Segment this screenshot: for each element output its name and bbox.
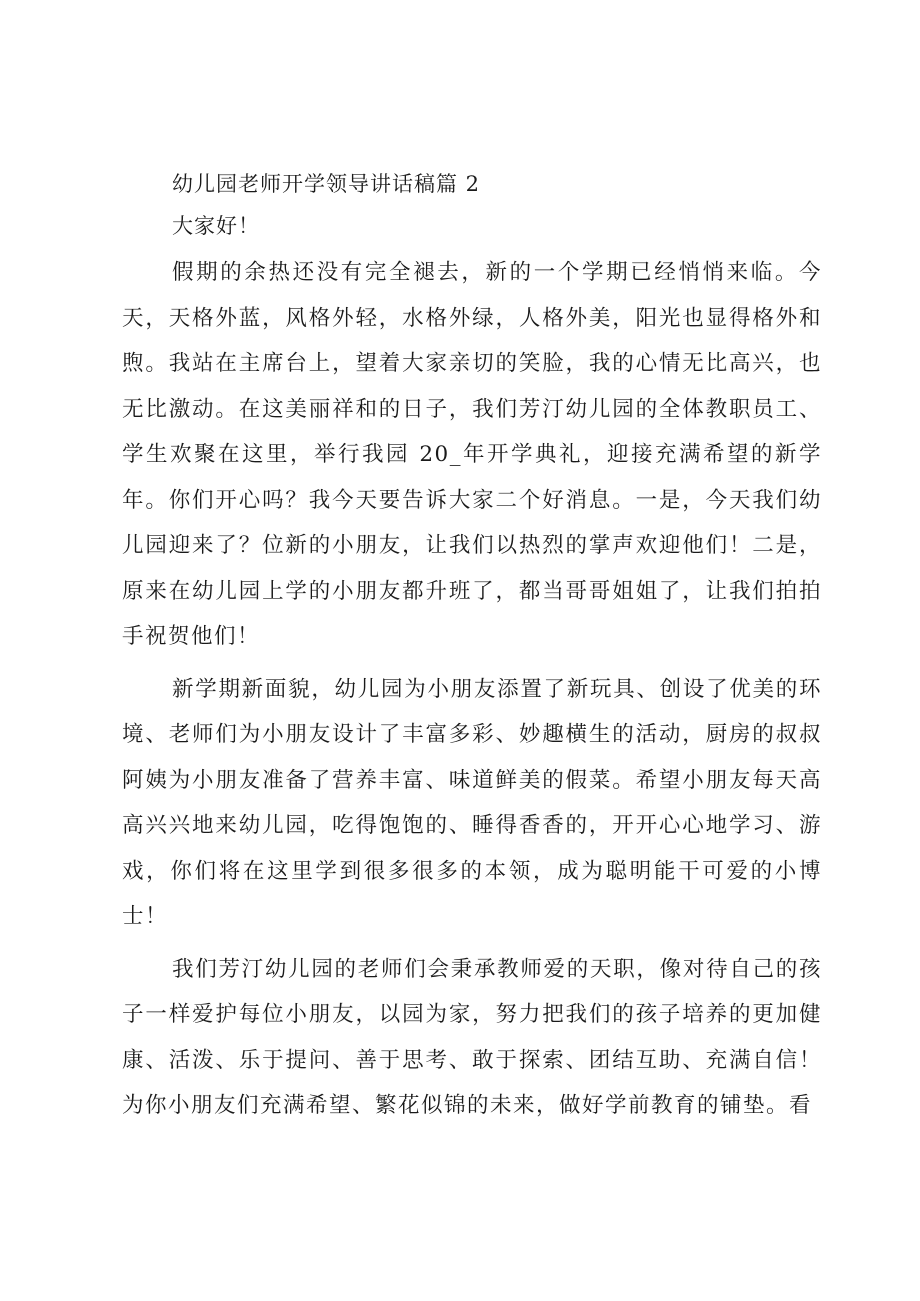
document-body <box>122 166 822 1129</box>
greeting-line: 大家好！ <box>172 214 260 238</box>
paragraph-2: 新学期新面貌，幼儿园为小朋友添置了新玩具、创设了优美的环境、老师们为小朋友设计了丰富多彩、妙趣横生的活动，厨房的叔叔阿姨为小朋友准备了营养丰富、味道鲜美的假菜。希望小朋友每天高高兴兴地来幼儿园，吃得饱饱的、睡得香香的，开开心心地学习、游戏，你们将在这里学到很多很多的本领，成为聪明能干可爱的小博士！ <box>122 676 822 929</box>
document-title: 幼儿园老师开学领导讲话稿篇 2 <box>172 172 481 196</box>
paragraph-1: 假期的余热还没有完全褪去，新的一个学期已经悄悄来临。今天，天格外蓝，风格外轻，水格外绿，人格外美，阳光也显得格外和煦。我站在主席台上，望着大家亲切的笑脸，我的心情无比高兴，也无比激动。在这美丽祥和的日子，我们芳汀幼儿园的全体教职员工、学生欢聚在这里，举行我园 20_年开学典礼，迎接充满希望的新学年。你们开心吗？我今天要告诉大家二个好消息。一是，今天我们幼儿园迎来了？位新的小朋友，让我们以热烈的掌声欢迎他们！二是，原来在幼儿园上学的小朋友都升班了，都当哥哥姐姐了，让我们拍拍手祝贺他们！ <box>122 260 822 649</box>
paragraph-3: 我们芳汀幼儿园的老师们会秉承教师爱的天职，像对待自己的孩子一样爱护每位小朋友，以园为家，努力把我们的孩子培养的更加健康、活泼、乐于提问、善于思考、敢于探索、团结互助、充满自信！为你小朋友们充满希望、繁花似锦的未来，做好学前教育的铺垫。看 <box>122 956 822 1118</box>
